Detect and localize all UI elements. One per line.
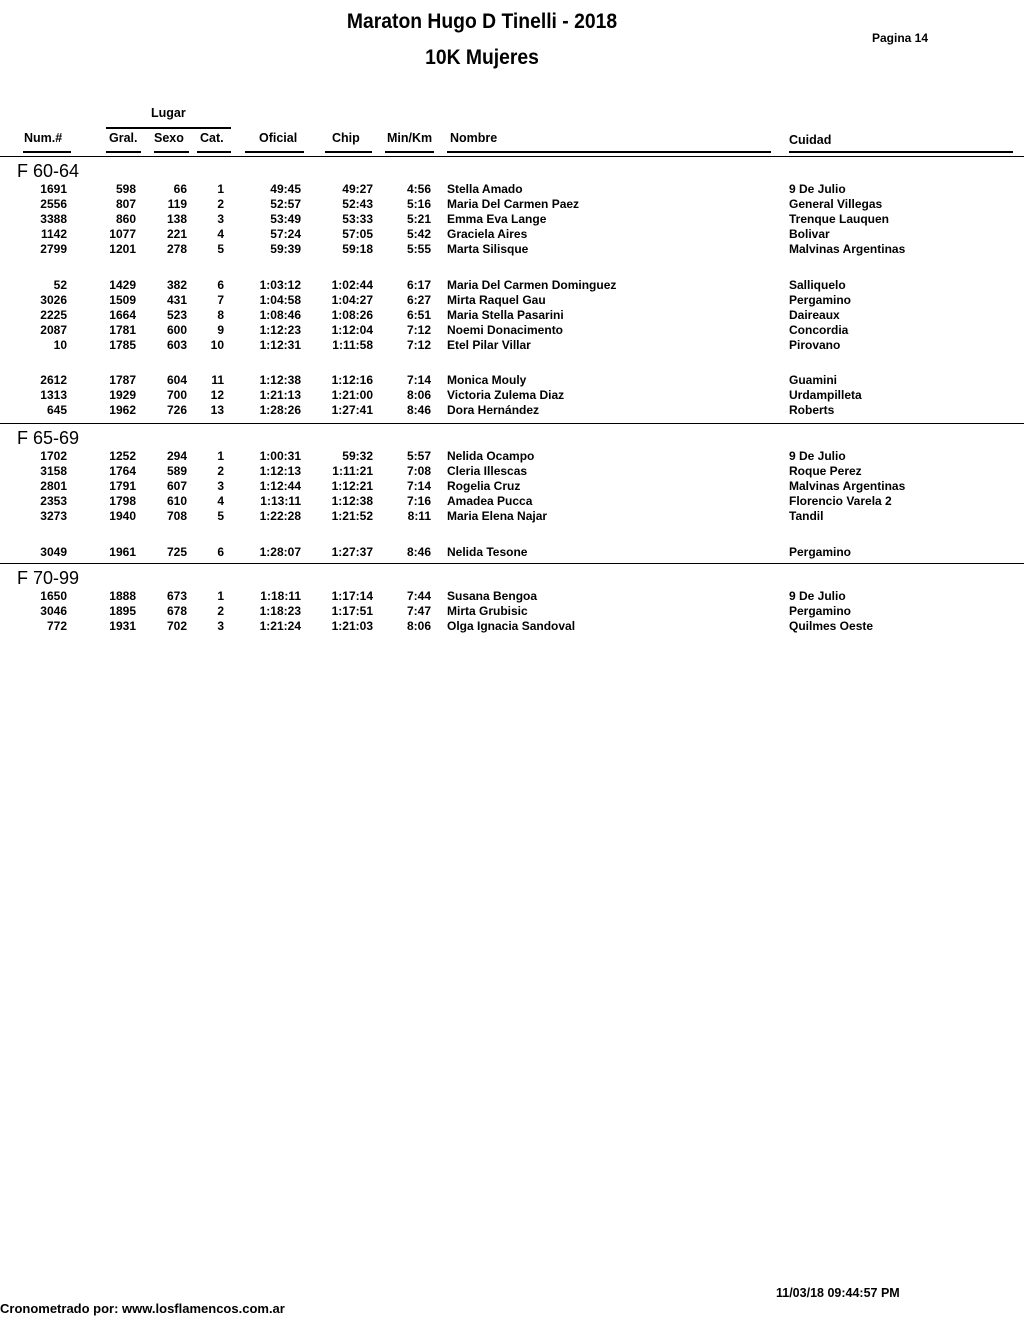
col-minkm-header: Min/Km: [387, 131, 433, 145]
table-row: [0, 197, 1024, 212]
runner-name: Dora Hernández: [447, 403, 540, 417]
chip-time: 1:12:38: [331, 494, 373, 508]
pace: 5:21: [406, 212, 431, 226]
col-num-header: Num.#: [24, 131, 63, 145]
runner-city: Tandil: [789, 509, 824, 523]
chip-time: 1:21:03: [331, 619, 373, 633]
chip-time: 49:27: [342, 182, 373, 196]
table-row: [0, 323, 1024, 338]
table-row: [0, 227, 1024, 242]
place-category: 1: [217, 182, 224, 196]
bib-number: 3388: [40, 212, 67, 226]
place-category: 1: [217, 449, 224, 463]
place-general: 1931: [109, 619, 136, 633]
bib-number: 3026: [40, 293, 67, 307]
col-nombre-header: Nombre: [450, 131, 498, 145]
bib-number: 52: [53, 278, 67, 292]
place-category: 11: [211, 373, 224, 387]
place-general: 1961: [109, 545, 136, 559]
place-gender: 603: [166, 338, 187, 352]
pace: 8:11: [407, 509, 431, 523]
col-chip-header: Chip: [332, 131, 360, 145]
runner-city: Malvinas Argentinas: [789, 479, 906, 493]
bib-number: 1142: [40, 227, 67, 241]
official-time: 1:18:23: [259, 604, 301, 618]
chip-time: 1:11:21: [332, 464, 373, 478]
place-category: 10: [210, 338, 224, 352]
official-time: 1:00:31: [259, 449, 301, 463]
pace: 4:56: [406, 182, 431, 196]
pace: 5:57: [406, 449, 431, 463]
pace: 7:47: [406, 604, 431, 618]
runner-city: Trenque Lauquen: [789, 212, 890, 226]
table-row: [0, 479, 1024, 494]
chip-time: 1:12:16: [331, 373, 373, 387]
place-category: 12: [210, 388, 224, 402]
official-time: 49:45: [270, 182, 301, 196]
place-gender: 607: [166, 479, 187, 493]
runner-city: 9 De Julio: [789, 182, 846, 196]
runner-city: Pergamino: [789, 293, 852, 307]
col-nombre-underline: [447, 151, 771, 153]
place-general: 1509: [109, 293, 136, 307]
place-gender: 589: [166, 464, 187, 478]
runner-name: Etel Pilar Villar: [447, 338, 531, 352]
runner-name: Maria Del Carmen Dominguez: [447, 278, 617, 292]
runner-name: Mirta Grubisic: [447, 604, 528, 618]
table-row: [0, 278, 1024, 293]
runner-city: Malvinas Argentinas: [789, 242, 906, 256]
chip-time: 1:02:44: [331, 278, 373, 292]
place-gender: 604: [166, 373, 187, 387]
runner-city: Quilmes Oeste: [789, 619, 874, 633]
runner-city: Urdampilleta: [789, 388, 862, 402]
bib-number: 1691: [40, 182, 67, 196]
place-gender: 294: [166, 449, 187, 463]
official-time: 57:24: [270, 227, 301, 241]
col-minkm-underline: [385, 151, 434, 153]
chip-time: 57:05: [342, 227, 373, 241]
place-category: 5: [217, 509, 224, 523]
place-general: 1940: [109, 509, 136, 523]
place-category: 2: [217, 197, 224, 211]
chip-time: 1:17:51: [331, 604, 373, 618]
runner-city: 9 De Julio: [789, 449, 846, 463]
runner-city: Daireaux: [789, 308, 840, 322]
chip-time: 1:27:41: [331, 403, 373, 417]
col-oficial-underline: [245, 151, 304, 153]
table-row: [0, 449, 1024, 464]
bib-number: 10: [53, 338, 67, 352]
place-category: 7: [217, 293, 224, 307]
place-general: 1764: [109, 464, 136, 478]
runner-city: Salliquelo: [789, 278, 846, 292]
runner-city: Concordia: [789, 323, 849, 337]
pace: 8:46: [406, 403, 431, 417]
table-row: [0, 403, 1024, 418]
table-row: [0, 494, 1024, 509]
place-general: 1888: [109, 589, 136, 603]
bib-number: 645: [46, 403, 67, 417]
col-chip-underline: [325, 151, 372, 153]
official-time: 1:12:38: [259, 373, 301, 387]
chip-time: 1:04:27: [331, 293, 373, 307]
lugar-underline: [106, 127, 231, 129]
chip-time: 1:17:14: [331, 589, 373, 603]
chip-time: 1:11:58: [332, 338, 373, 352]
pace: 5:55: [406, 242, 431, 256]
chip-time: 1:27:37: [331, 545, 373, 559]
footer-credit: Cronometrado por: www.losflamencos.com.ar: [0, 1301, 285, 1316]
pace: 8:06: [406, 619, 431, 633]
col-num-underline: [23, 151, 71, 153]
official-time: 1:22:28: [259, 509, 301, 523]
page-subtitle: 10K Mujeres: [425, 46, 539, 69]
chip-time: 52:43: [342, 197, 373, 211]
place-general: 1664: [109, 308, 136, 322]
pace: 5:16: [406, 197, 431, 211]
runner-name: Maria Del Carmen Paez: [447, 197, 580, 211]
official-time: 59:39: [270, 242, 301, 256]
runner-name: Rogelia Cruz: [447, 479, 521, 493]
bib-number: 3273: [40, 509, 67, 523]
place-gender: 138: [166, 212, 187, 226]
bib-number: 2087: [40, 323, 67, 337]
place-general: 1798: [109, 494, 136, 508]
col-ciudad-underline: [789, 151, 1013, 153]
place-gender: 673: [166, 589, 187, 603]
runner-name: Stella Amado: [447, 182, 523, 196]
place-general: 1929: [109, 388, 136, 402]
table-row: [0, 373, 1024, 388]
runner-city: Pergamino: [789, 604, 852, 618]
place-gender: 610: [166, 494, 187, 508]
place-category: 13: [210, 403, 224, 417]
chip-time: 1:21:00: [331, 388, 373, 402]
bib-number: 2799: [40, 242, 67, 256]
col-oficial-header: Oficial: [259, 131, 298, 145]
runner-name: Noemi Donacimento: [447, 323, 564, 337]
official-time: 52:57: [270, 197, 301, 211]
place-general: 1787: [109, 373, 136, 387]
chip-time: 59:32: [342, 449, 373, 463]
place-category: 3: [217, 479, 224, 493]
official-time: 1:08:46: [259, 308, 301, 322]
place-gender: 523: [166, 308, 187, 322]
chip-time: 1:21:52: [331, 509, 373, 523]
table-row: [0, 338, 1024, 353]
place-category: 6: [217, 278, 224, 292]
pace: 7:16: [406, 494, 431, 508]
official-time: 1:28:26: [259, 403, 301, 417]
page-number: Pagina 14: [872, 31, 929, 45]
bib-number: 2225: [40, 308, 67, 322]
place-gender: 382: [166, 278, 187, 292]
bib-number: 2612: [40, 373, 67, 387]
col-gral-header: Gral.: [109, 131, 138, 145]
official-time: 1:21:24: [259, 619, 301, 633]
pace: 7:14: [406, 479, 431, 493]
lugar-header: Lugar: [151, 106, 186, 120]
place-general: 598: [115, 182, 136, 196]
table-row: [0, 464, 1024, 479]
pace: 5:42: [406, 227, 431, 241]
pace: 6:27: [406, 293, 431, 307]
official-time: 1:28:07: [259, 545, 301, 559]
place-gender: 700: [166, 388, 187, 402]
runner-name: Maria Stella Pasarini: [447, 308, 564, 322]
place-general: 1201: [109, 242, 136, 256]
place-category: 6: [217, 545, 224, 559]
section-title: F 70-99: [17, 568, 80, 588]
place-category: 2: [217, 464, 224, 478]
place-category: 9: [217, 323, 224, 337]
runner-name: Olga Ignacia Sandoval: [447, 619, 576, 633]
place-general: 1785: [109, 338, 136, 352]
section-divider: [0, 563, 1024, 564]
runner-name: Victoria Zulema Diaz: [447, 388, 565, 402]
table-row: [0, 242, 1024, 257]
official-time: 53:49: [270, 212, 301, 226]
place-category: 4: [217, 494, 224, 508]
place-category: 2: [217, 604, 224, 618]
place-general: 860: [115, 212, 136, 226]
runner-city: Roque Perez: [789, 464, 862, 478]
official-time: 1:21:13: [259, 388, 301, 402]
place-general: 1791: [109, 479, 136, 493]
section-divider: [0, 156, 1024, 157]
bib-number: 772: [46, 619, 67, 633]
runner-name: Monica Mouly: [447, 373, 527, 387]
chip-time: 1:12:21: [331, 479, 373, 493]
footer-timestamp: 11/03/18 09:44:57 PM: [776, 1286, 900, 1300]
col-sexo-underline: [154, 151, 189, 153]
place-gender: 119: [167, 197, 187, 211]
place-general: 1781: [109, 323, 136, 337]
place-general: 1429: [109, 278, 136, 292]
col-cat-header: Cat.: [200, 131, 224, 145]
official-time: 1:12:31: [259, 338, 301, 352]
chip-time: 53:33: [342, 212, 373, 226]
place-gender: 221: [166, 227, 187, 241]
runner-city: 9 De Julio: [789, 589, 846, 603]
official-time: 1:18:11: [260, 589, 301, 603]
runner-name: Emma Eva Lange: [447, 212, 547, 226]
runner-city: General Villegas: [789, 197, 883, 211]
official-time: 1:13:11: [260, 494, 301, 508]
runner-city: Pirovano: [789, 338, 841, 352]
section-divider: [0, 423, 1024, 424]
chip-time: 1:08:26: [331, 308, 373, 322]
pace: 7:12: [406, 338, 431, 352]
section-title: F 65-69: [17, 428, 80, 448]
place-general: 1252: [109, 449, 136, 463]
place-general: 807: [115, 197, 136, 211]
place-gender: 726: [166, 403, 187, 417]
place-category: 1: [217, 589, 224, 603]
table-row: [0, 589, 1024, 604]
table-row: [0, 293, 1024, 308]
table-row: [0, 545, 1024, 560]
runner-name: Amadea Pucca: [447, 494, 533, 508]
official-time: 1:03:12: [259, 278, 301, 292]
bib-number: 1313: [40, 388, 67, 402]
runner-city: Roberts: [789, 403, 835, 417]
bib-number: 3046: [40, 604, 67, 618]
table-row: [0, 212, 1024, 227]
table-row: [0, 182, 1024, 197]
pace: 6:17: [406, 278, 431, 292]
col-gral-underline: [106, 151, 141, 153]
table-row: [0, 604, 1024, 619]
runner-city: Guamini: [789, 373, 838, 387]
place-general: 1962: [109, 403, 136, 417]
runner-city: Florencio Varela 2: [789, 494, 892, 508]
place-gender: 725: [166, 545, 187, 559]
bib-number: 3049: [40, 545, 67, 559]
official-time: 1:12:13: [259, 464, 301, 478]
place-category: 5: [217, 242, 224, 256]
runner-name: Mirta Raquel Gau: [447, 293, 546, 307]
table-row: [0, 619, 1024, 634]
bib-number: 2556: [40, 197, 67, 211]
place-category: 8: [217, 308, 224, 322]
col-ciudad-header: Cuidad: [789, 133, 832, 147]
col-sexo-header: Sexo: [154, 131, 184, 145]
official-time: 1:04:58: [259, 293, 301, 307]
place-general: 1077: [109, 227, 136, 241]
runner-name: Graciela Aires: [447, 227, 528, 241]
pace: 8:06: [406, 388, 431, 402]
place-category: 3: [217, 212, 224, 226]
official-time: 1:12:44: [259, 479, 301, 493]
bib-number: 3158: [40, 464, 67, 478]
place-gender: 66: [173, 182, 187, 196]
pace: 7:12: [406, 323, 431, 337]
runner-name: Maria Elena Najar: [447, 509, 548, 523]
chip-time: 1:12:04: [331, 323, 373, 337]
place-gender: 708: [166, 509, 187, 523]
place-gender: 678: [166, 604, 187, 618]
bib-number: 2801: [40, 479, 67, 493]
page-title: Maraton Hugo D Tinelli - 2018: [346, 10, 618, 33]
runner-name: Nelida Ocampo: [447, 449, 535, 463]
runner-city: Pergamino: [789, 545, 852, 559]
runner-name: Cleria Illescas: [447, 464, 528, 478]
place-gender: 600: [166, 323, 187, 337]
chip-time: 59:18: [342, 242, 373, 256]
place-category: 4: [217, 227, 224, 241]
place-gender: 431: [166, 293, 187, 307]
pace: 7:44: [406, 589, 431, 603]
pace: 6:51: [406, 308, 431, 322]
place-general: 1895: [109, 604, 136, 618]
bib-number: 1702: [40, 449, 67, 463]
pace: 7:14: [406, 373, 431, 387]
bib-number: 1650: [40, 589, 67, 603]
official-time: 1:12:23: [259, 323, 301, 337]
table-row: [0, 308, 1024, 323]
section-title: F 60-64: [17, 161, 80, 181]
pace: 8:46: [406, 545, 431, 559]
place-category: 3: [217, 619, 224, 633]
pace: 7:08: [406, 464, 431, 478]
runner-name: Susana Bengoa: [447, 589, 538, 603]
bib-number: 2353: [40, 494, 67, 508]
runner-city: Bolivar: [789, 227, 830, 241]
place-gender: 702: [166, 619, 187, 633]
runner-name: Nelida Tesone: [447, 545, 528, 559]
table-row: [0, 388, 1024, 403]
runner-name: Marta Silisque: [447, 242, 529, 256]
col-cat-underline: [197, 151, 231, 153]
table-row: [0, 509, 1024, 524]
place-gender: 278: [166, 242, 187, 256]
